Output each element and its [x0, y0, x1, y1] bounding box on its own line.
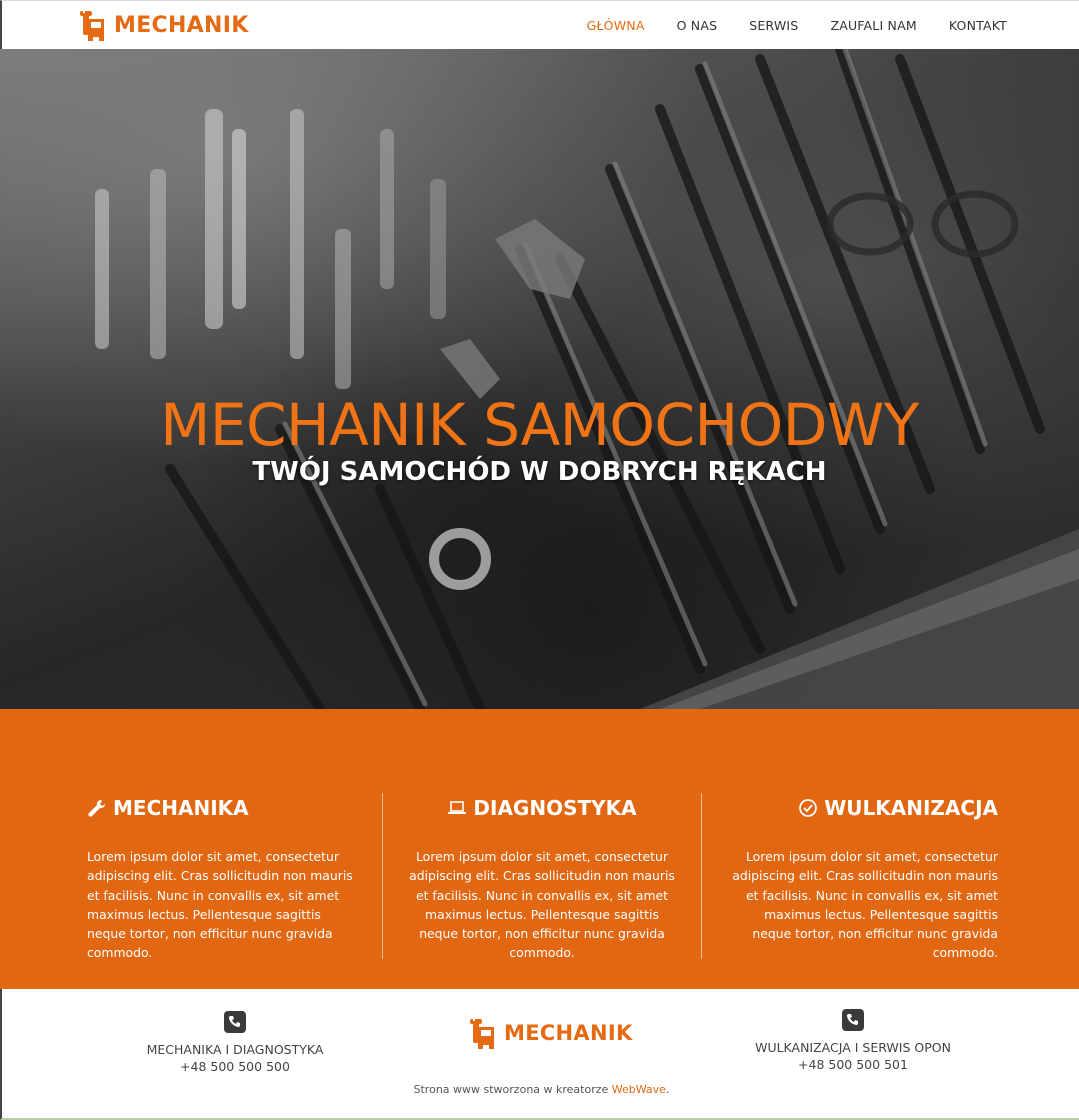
- services-section: [0, 709, 1079, 989]
- service-heading: [407, 793, 677, 823]
- mechanic-logo-icon: [80, 9, 110, 41]
- nav-item-glowna[interactable]: GŁÓWNA: [586, 18, 645, 33]
- wrench-icon: [87, 798, 107, 818]
- hero-title: MECHANIK SAMOCHODWY: [160, 391, 919, 459]
- nav-item-o-nas[interactable]: O NAS: [676, 18, 718, 33]
- mechanic-logo-icon: [470, 1017, 500, 1049]
- phone-icon[interactable]: [224, 1011, 246, 1033]
- contact-phone[interactable]: +48 500 500 500: [180, 1059, 290, 1074]
- service-description: Lorem ipsum dolor sit amet, consectetur adipiscing elit. Cras sollicitudin non mauris et facilisis. Nunc in convallis ex, sit amet maximus lectus. Pellentesque sagittis neque tortor, non efficitur nunc gravida commodo.: [409, 849, 675, 961]
- phone-icon[interactable]: [842, 1009, 864, 1031]
- nav-item-kontakt[interactable]: KONTAKT: [948, 18, 1007, 33]
- contact-wulkanizacja: [723, 1009, 983, 1073]
- service-description: Lorem ipsum dolor sit amet, consectetur adipiscing elit. Cras sollicitudin non mauris et facilisis. Nunc in convallis ex, sit amet maximus lectus. Pellentesque sagittis neque tortor, non efficitur nunc gravida commodo.: [87, 849, 353, 961]
- service-heading: [87, 793, 357, 823]
- contact-label: MECHANIKA I DIAGNOSTYKA: [146, 1042, 324, 1057]
- service-description: Lorem ipsum dolor sit amet, consectetur adipiscing elit. Cras sollicitudin non mauris et facilisis. Nunc in convallis ex, sit amet maximus lectus. Pellentesque sagittis neque tortor, non efficitur nunc gravida commodo.: [732, 849, 998, 961]
- hero-background-image: [0, 49, 1079, 709]
- footer-credit: [2, 1083, 1079, 1096]
- service-mechanika: [87, 793, 357, 963]
- main-nav: [555, 18, 1007, 33]
- nav-item-zaufali-nam[interactable]: ZAUFALI NAM: [830, 18, 917, 33]
- credit-text: Strona www stworzona w kreatorze: [413, 1083, 612, 1096]
- hero-subtitle: TWÓJ SAMOCHÓD W DOBRYCH RĘKACH: [252, 457, 827, 487]
- credit-suffix: .: [665, 1083, 670, 1096]
- column-divider: [382, 793, 383, 959]
- service-diagnostyka: [407, 793, 677, 963]
- site-header: [0, 0, 1079, 49]
- service-title: MECHANIKA: [113, 796, 249, 820]
- contact-phone[interactable]: +48 500 500 501: [798, 1057, 908, 1072]
- service-title: WULKANIZACJA: [824, 796, 998, 820]
- footer-logo-text: MECHANIK: [504, 1021, 633, 1045]
- check-circle-icon: [798, 798, 818, 818]
- service-wulkanizacja: [728, 793, 998, 963]
- contact-mechanika: [105, 1011, 365, 1075]
- hero-section: [0, 49, 1079, 709]
- site-logo[interactable]: [80, 8, 249, 42]
- footer-logo[interactable]: [470, 1017, 633, 1049]
- service-title: DIAGNOSTYKA: [473, 796, 637, 820]
- service-heading: [728, 793, 998, 823]
- nav-item-serwis[interactable]: SERWIS: [749, 18, 799, 33]
- contact-label: WULKANIZACJA I SERWIS OPON: [755, 1040, 951, 1055]
- column-divider: [701, 793, 702, 959]
- site-footer: [0, 989, 1079, 1120]
- laptop-icon: [447, 798, 467, 818]
- logo-text: MECHANIK: [114, 12, 249, 38]
- webwave-link[interactable]: WebWave: [611, 1083, 666, 1096]
